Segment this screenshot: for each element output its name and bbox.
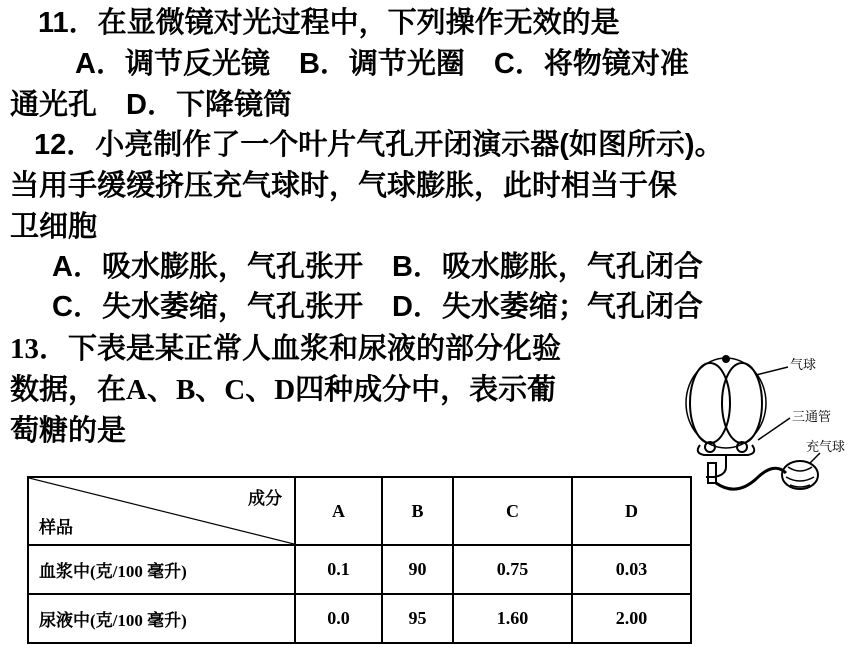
table-cell: 1.60 [453,594,572,643]
label-pump: 充气球 [806,440,846,455]
row-label-urine: 尿液中(克/100 毫升) [28,594,295,643]
table-corner-cell [28,477,295,545]
lab-data-table [27,476,692,644]
q13-stem-2: 数据，在A、B、C、D四种成分中，表示葡 [10,374,557,406]
column-header-a: A [295,477,382,545]
q12-options-2: C．失水萎缩，气孔张开 D．失水萎缩；气孔闭合 [52,291,703,323]
table-row-plasma [28,545,691,594]
q12-options-1: A．吸水膨胀，气孔张开 B．吸水膨胀，气孔闭合 [52,251,703,283]
label-balloon: 气球 [790,358,817,373]
column-header-b: B [382,477,453,545]
table-cell: 0.75 [453,545,572,594]
hose [716,468,786,489]
top-knot [722,355,730,363]
q11-options-cont: 通光孔 D．下降镜筒 [10,89,292,121]
table-header-row [28,477,691,545]
table-cell: 2.00 [572,594,691,643]
column-header-c: C [453,477,572,545]
table-cell: 90 [382,545,453,594]
table-cell: 0.0 [295,594,382,643]
q13-stem-3: 萄糖的是 [10,415,127,447]
left-balloon [690,363,730,443]
outer-outline [686,358,766,448]
corner-row-label: 样品 [39,518,73,537]
q12-stem-2: 当用手缓缓挤压充气球时，气球膨胀，此时相当于保 [10,170,678,202]
row-label-plasma: 血浆中(克/100 毫升) [28,545,295,594]
q11-options: A．调节反光镜 B．调节光圈 C．将物镜对准 [75,48,689,80]
table-cell: 0.03 [572,545,691,594]
q12-stem-1: 12．小亮制作了一个叶片气孔开闭演示器(如图所示)。 [34,129,724,161]
label-tee: 三通管 [792,410,832,425]
table-row-urine [28,594,691,643]
pump-bulb [782,461,818,489]
q12-stem-3: 卫细胞 [10,211,98,243]
q11-stem: 11．在显微镜对光过程中，下列操作无效的是 [38,7,620,39]
corner-column-label: 成分 [248,489,282,508]
column-header-d: D [572,477,691,545]
q13-stem-1: 13．下表是某正常人血浆和尿液的部分化验 [10,333,562,365]
table-cell: 0.1 [295,545,382,594]
table-cell: 95 [382,594,453,643]
